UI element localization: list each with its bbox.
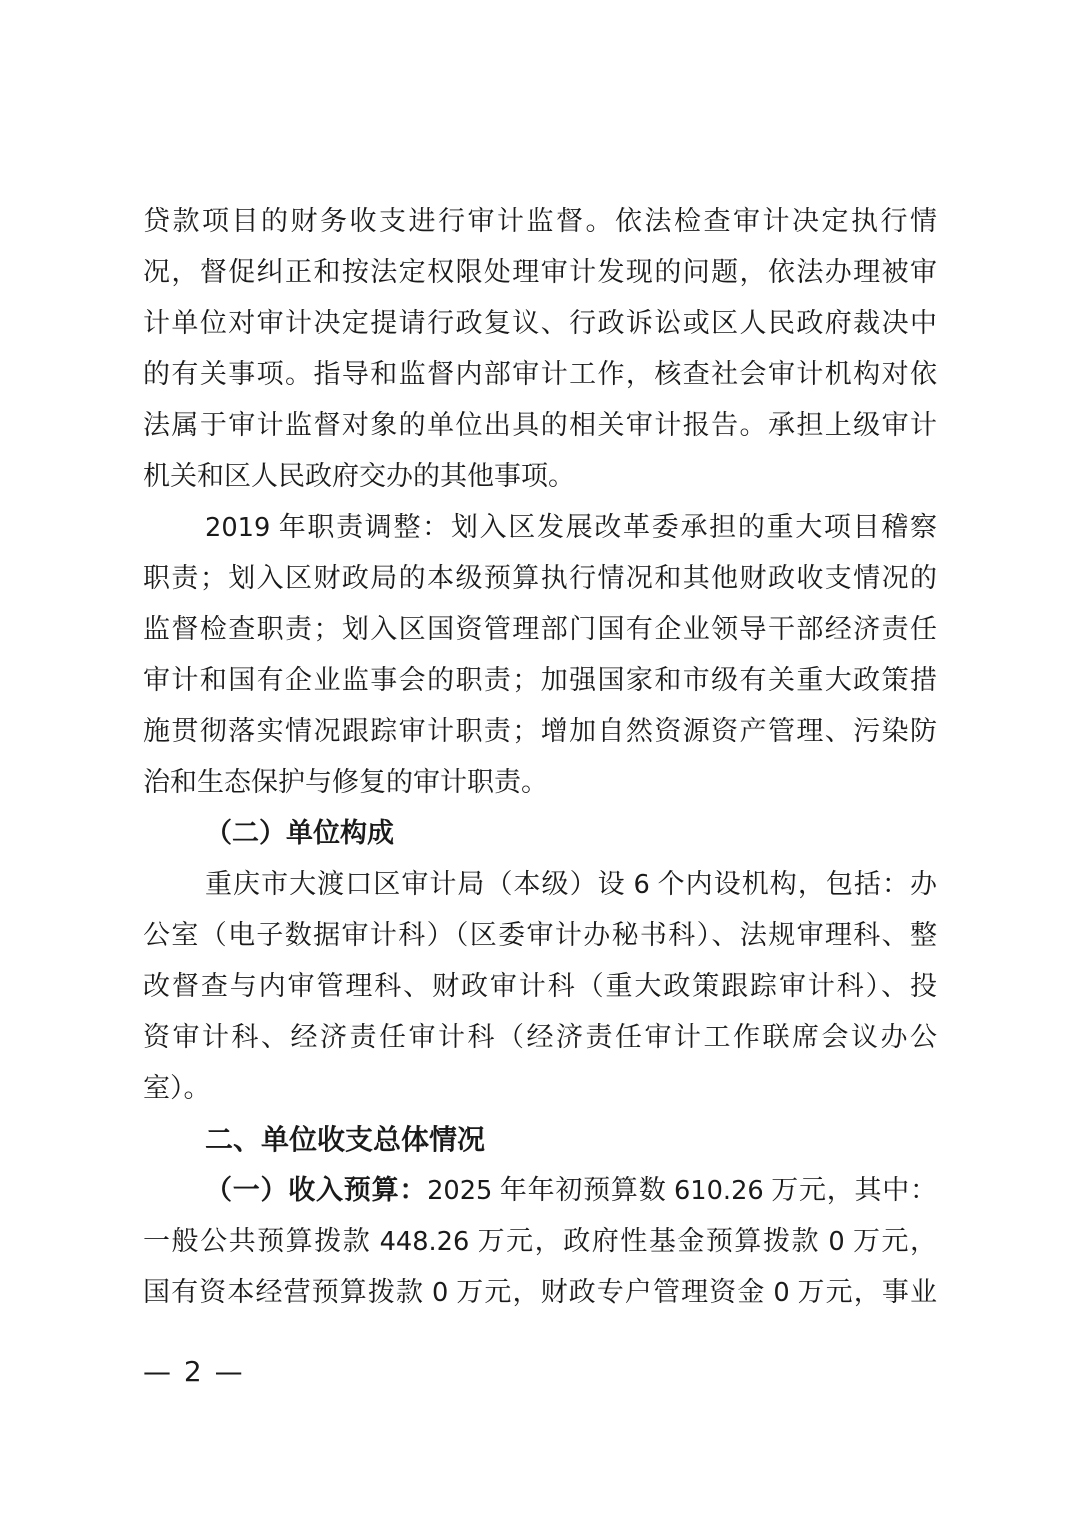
text-line [143, 502, 937, 553]
numeric-text: 610.26 [673, 1176, 764, 1206]
text-line [143, 655, 937, 706]
text-line [143, 706, 937, 757]
text-line [143, 1216, 937, 1267]
text-segment: 资审计科、经济责任审计科（经济责任审计工作联席会议办公 [143, 1022, 937, 1052]
text-segment: 室）。 [143, 1073, 211, 1103]
sub-heading [143, 808, 937, 859]
text-segment: 监督检查职责；划入区国资管理部门国有企业领导干部经济责任 [143, 614, 937, 644]
text-line [143, 298, 937, 349]
text-line [143, 196, 937, 247]
page-number: — 2 — [143, 1355, 245, 1388]
text-line [143, 1012, 937, 1063]
text-segment: 审计和国有企业监事会的职责；加强国家和市级有关重大政策措 [143, 665, 937, 695]
text-segment: 国有资本经营预算拨款 0 万元，财政专户管理资金 0 万元，事业 [143, 1277, 938, 1308]
text-line [143, 1267, 937, 1318]
text-line [143, 349, 937, 400]
text-segment: 重庆市大渡口区审计局（本级）设 6 个内设机构，包括：办 [205, 869, 938, 900]
text-line [143, 1165, 937, 1216]
numeric-text: 2025 [427, 1176, 493, 1206]
text-line [143, 757, 937, 808]
text-segment: 治和生态保护与修复的审计职责。 [143, 767, 548, 797]
numeric-text: 0 [432, 1278, 449, 1308]
text-segment: 一般公共预算拨款 448.26 万元，政府性基金预算拨款 0 万元， [143, 1226, 938, 1257]
section-heading [143, 1114, 937, 1165]
text-line [143, 604, 937, 655]
text-segment: 法属于审计监督对象的单位出具的相关审计报告。承担上级审计 [143, 410, 937, 440]
numeric-text: 0 [773, 1278, 790, 1308]
text-line [143, 961, 937, 1012]
text-line [143, 247, 937, 298]
text-line [143, 553, 937, 604]
text-line [143, 859, 937, 910]
text-line [143, 910, 937, 961]
numeric-text: 6 [633, 870, 650, 900]
numeric-text: 2019 [205, 513, 271, 543]
text-line [143, 400, 937, 451]
text-segment: 施贯彻落实情况跟踪审计职责；增加自然资源资产管理、污染防 [143, 716, 937, 746]
text-segment: 的有关事项。指导和监督内部审计工作，核查社会审计机构对依 [143, 359, 937, 389]
text-segment: 2019 年职责调整：划入区发展改革委承担的重大项目稽察 [205, 512, 937, 543]
text-line [143, 451, 937, 502]
text-segment: 机关和区人民政府交办的其他事项。 [143, 461, 575, 491]
numeric-text: 0 [828, 1227, 845, 1257]
text-segment: 贷款项目的财务收支进行审计监督。依法检查审计决定执行情 [143, 206, 937, 236]
numeric-text: 448.26 [379, 1227, 470, 1257]
text-segment: 况，督促纠正和按法定权限处理审计发现的问题，依法办理被审 [143, 257, 937, 287]
text-segment: 改督查与内审管理科、财政审计科（重大政策跟踪审计科）、投 [143, 971, 937, 1001]
document-body [143, 196, 937, 1318]
text-segment: 职责；划入区财政局的本级预算执行情况和其他财政收支情况的 [143, 563, 937, 593]
text-segment: 公室（电子数据审计科）（区委审计办秘书科）、法规审理科、整 [143, 920, 937, 950]
text-line [143, 1063, 937, 1114]
text-segment: 二、单位收支总体情况 [205, 1124, 486, 1155]
text-segment: （二）单位构成 [205, 818, 394, 848]
text-segment: （一）收入预算： [205, 1175, 428, 1205]
text-segment: 2025 年年初预算数 610.26 万元，其中： [427, 1175, 938, 1206]
text-segment: 计单位对审计决定提请行政复议、行政诉讼或区人民政府裁决中 [143, 308, 937, 338]
